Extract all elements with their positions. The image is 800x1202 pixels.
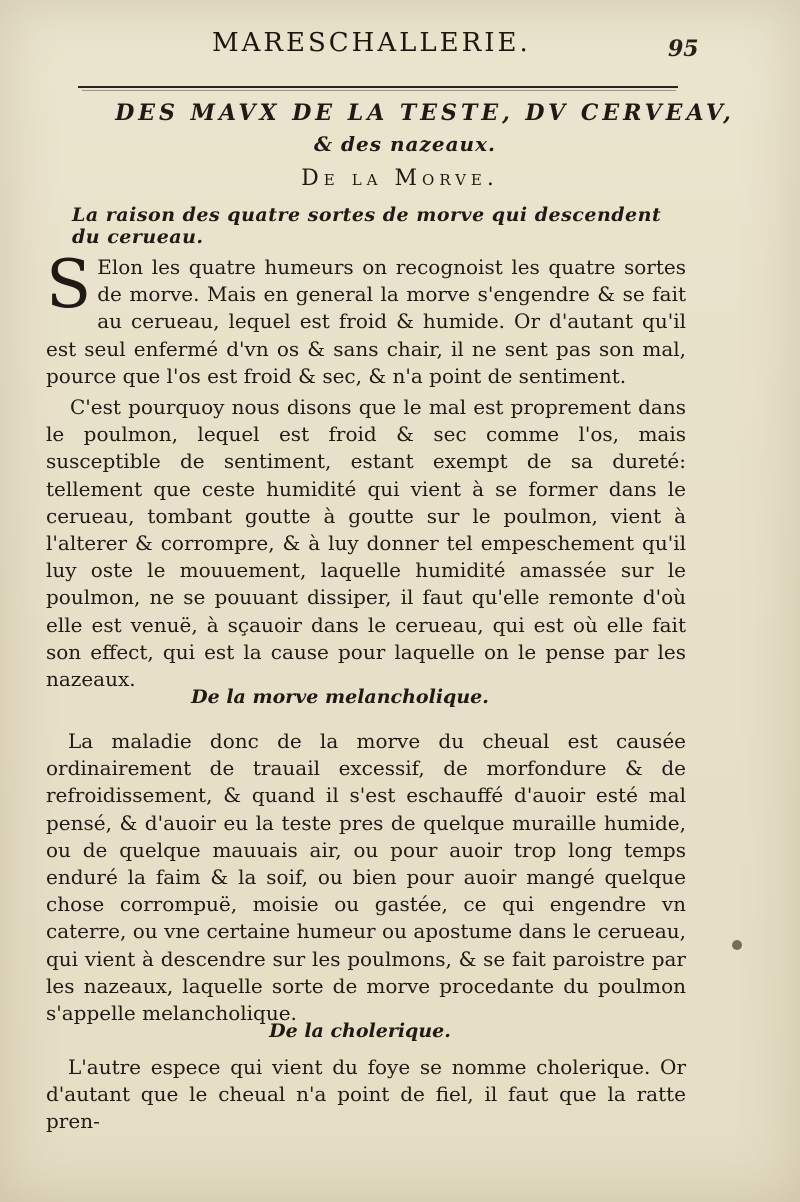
header-rule <box>78 86 678 88</box>
section-title <box>0 100 800 156</box>
paragraph-1 <box>46 246 686 390</box>
page-number: 95 <box>668 36 699 62</box>
chapter-subtitle: La raison des quatre sortes de morve qui descendent du cerueau. <box>72 204 662 248</box>
heading-melancholique: De la morve melancholique. <box>191 686 489 708</box>
chapter-title: De la Morve. <box>301 166 499 191</box>
page-header <box>0 28 800 68</box>
heading-cholerique: De la cholerique. <box>269 1020 451 1042</box>
paragraph-3: La maladie donc de la morve du cheual est causée ordinairement de trauail excessif, de morfondure & de refroidissement, & quand il s'est eschauffé d'auoir esté mal pensé, & d'auoir eu la teste pres de quelque muraille humide, ou de quelque mauuais air, ou pour auoir trop long temps enduré la faim & la soif, ou bien pour auoir mangé quelque chose corrompuë, moisie ou gastée, ce qui engendre vn caterre, ou vne certaine humeur ou apostume dans le cerueau, qui vient à descendre sur les poulmons, & se fait paroistre par les nazeaux, laquelle sorte de morve procedante du poulmon s'appelle melancholique. <box>46 729 686 1026</box>
header-rule-thin <box>82 90 676 91</box>
paragraph-2: C'est pourquoy nous disons que le mal est proprement dans le poulmon, lequel est froid & sec comme l'os, mais susceptible de sentiment, estant exempt de sa dureté: tellement que ceste humidité qui vient à se former dans le cerueau, tombant goutte à goutte sur le poulmon, vient à l'alterer & corrompre, & à luy donner tel empeschement qu'il luy oste le mouuement, laquelle humidité amassée sur le poulmon, ne se pouuant dissiper, il faut qu'elle remonte d'où elle est venuë, à sçauoir dans le cerueau, qui est où elle fait son effect, qui est la cause pour laquelle on le pense par les nazeaux. <box>46 395 686 692</box>
section-title-line2: & des nazeaux. <box>314 132 496 156</box>
section-title-line1: DES MAVX DE LA TESTE, DV CERVEAV, <box>115 100 735 126</box>
running-head: MARESCHALLERIE. <box>212 28 531 58</box>
paragraph-4: L'autre espece qui vient du foye se nomme cholerique. Or d'autant que le cheual n'a point de fiel, il faut que la ratte pren- <box>46 1055 686 1134</box>
ink-stain <box>732 940 742 950</box>
drop-cap: S <box>46 246 92 323</box>
paragraph-1-text: Elon les quatre humeurs on recognoist les quatre sortes de morve. Mais en general la morve s'engendre & se fait au cerueau, lequel est froid & humide. Or d'autant qu'il est seul enfermé d'vn os & sans chair, il ne sent pas son mal, pource que l'os est froid & sec, & n'a point de sentiment. <box>46 255 686 388</box>
